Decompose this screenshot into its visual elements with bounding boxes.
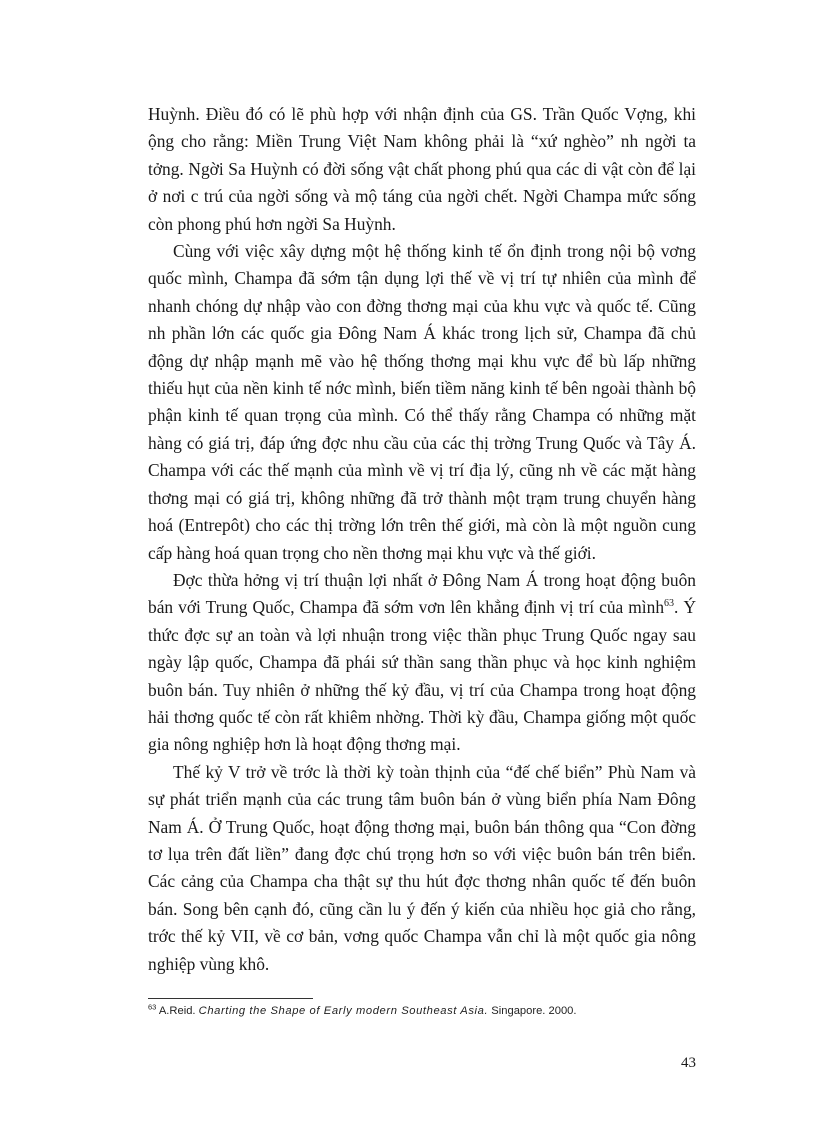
footnote-reference: 63 bbox=[664, 598, 675, 610]
paragraph-3-text-before: Đợc thừa hởng vị trí thuận lợi nhất ở Đông Nam Á trong hoạt động buôn bán với Trung Quốc, Champa đã sớm vơn lên khẳng định vị trí của mình bbox=[148, 569, 696, 618]
paragraph-1: Huỳnh. Điều đó có lẽ phù hợp với nhận định của GS. Trần Quốc Vợng, khi ộng cho rằng: Miền Trung Việt Nam không phải là “xứ nghèo” nh ngời ta tởng. Ngời Sa Huỳnh có đời sống vật chất phong phú qua các di vật còn để lại ở nơi c trú của ngời sống và mộ táng của ngời chết. Ngời Champa mức sống còn phong phú hơn ngời Sa Huỳnh. bbox=[148, 104, 696, 234]
footnote-number: 63 bbox=[148, 1002, 157, 1012]
page-number: 43 bbox=[681, 1055, 696, 1071]
paragraph-3-text-after: . Ý thức đợc sự an toàn và lợi nhuận trong việc thần phục Trung Quốc ngay sau ngày lập quốc, Champa đã phái sứ thần sang thần phục và học kinh nghiệm buôn bán. Tuy nhiên ở những thế kỷ đầu, vị trí của Champa trong hoạt động hải thơng quốc tế còn rất khiêm nhờng. Thời kỳ đầu, Champa giống một quốc gia nông nghiệp hơn là hoạt động thơng mại. bbox=[148, 597, 696, 755]
body-text bbox=[148, 101, 696, 978]
footnote-author: A.Reid. bbox=[158, 1005, 196, 1017]
paragraph-3 bbox=[148, 567, 696, 759]
footnote bbox=[148, 1003, 696, 1019]
footnote-publication: Singapore. 2000. bbox=[491, 1005, 577, 1017]
paragraph-4: Thế kỷ V trở về trớc là thời kỳ toàn thịnh của “đế chế biển” Phù Nam và sự phát triển mạnh của các trung tâm buôn bán ở vùng biển phía Nam Đông Nam Á. Ở Trung Quốc, hoạt động thơng mại, buôn bán thông qua “Con đờng tơ lụa trên đất liền” đang đợc chú trọng hơn so với việc buôn bán trên biển. Các cảng của Champa cha thật sự thu hút đợc thơng nhân quốc tế đến buôn bán. Song bên cạnh đó, cũng cần lu ý đến ý kiến của nhiều học giả cho rằng, trớc thế kỷ VII, về cơ bản, vơng quốc Champa vẫn chỉ là một quốc gia nông nghiệp vùng khô. bbox=[148, 761, 696, 974]
paragraph-2: Cùng với việc xây dựng một hệ thống kinh tế ổn định trong nội bộ vơng quốc mình, Champa đã sớm tận dụng lợi thế về vị trí tự nhiên của mình để nhanh chóng dự nhập vào con đờng thơng mại của khu vực và quốc tế. Cũng nh phần lớn các quốc gia Đông Nam Á khác trong lịch sử, Champa đã chủ động dự nhập mạnh mẽ vào hệ thống thơng mại khu vực để bù lấp những thiếu hụt của nền kinh tế nớc mình, biến tiềm năng kinh tế bên ngoài thành bộ phận kinh tế quan trọng của mình. Có thể thấy rằng Champa có những mặt hàng có giá trị, đáp ứng đợc nhu cầu của các thị trờng Trung Quốc và Tây Á. Champa với các thế mạnh của mình về vị trí địa lý, cũng nh về các mặt hàng thơng mại có giá trị, không những đã trở thành một trạm trung chuyển hàng hoá (Entrepôt) cho các thị trờng lớn trên thế giới, mà còn là một nguồn cung cấp hàng hoá quan trọng cho nền thơng mại khu vực và thế giới. bbox=[148, 241, 696, 563]
footnote-title: Charting the Shape of Early modern Southeast Asia. bbox=[198, 1005, 489, 1017]
footnote-divider bbox=[148, 998, 313, 999]
